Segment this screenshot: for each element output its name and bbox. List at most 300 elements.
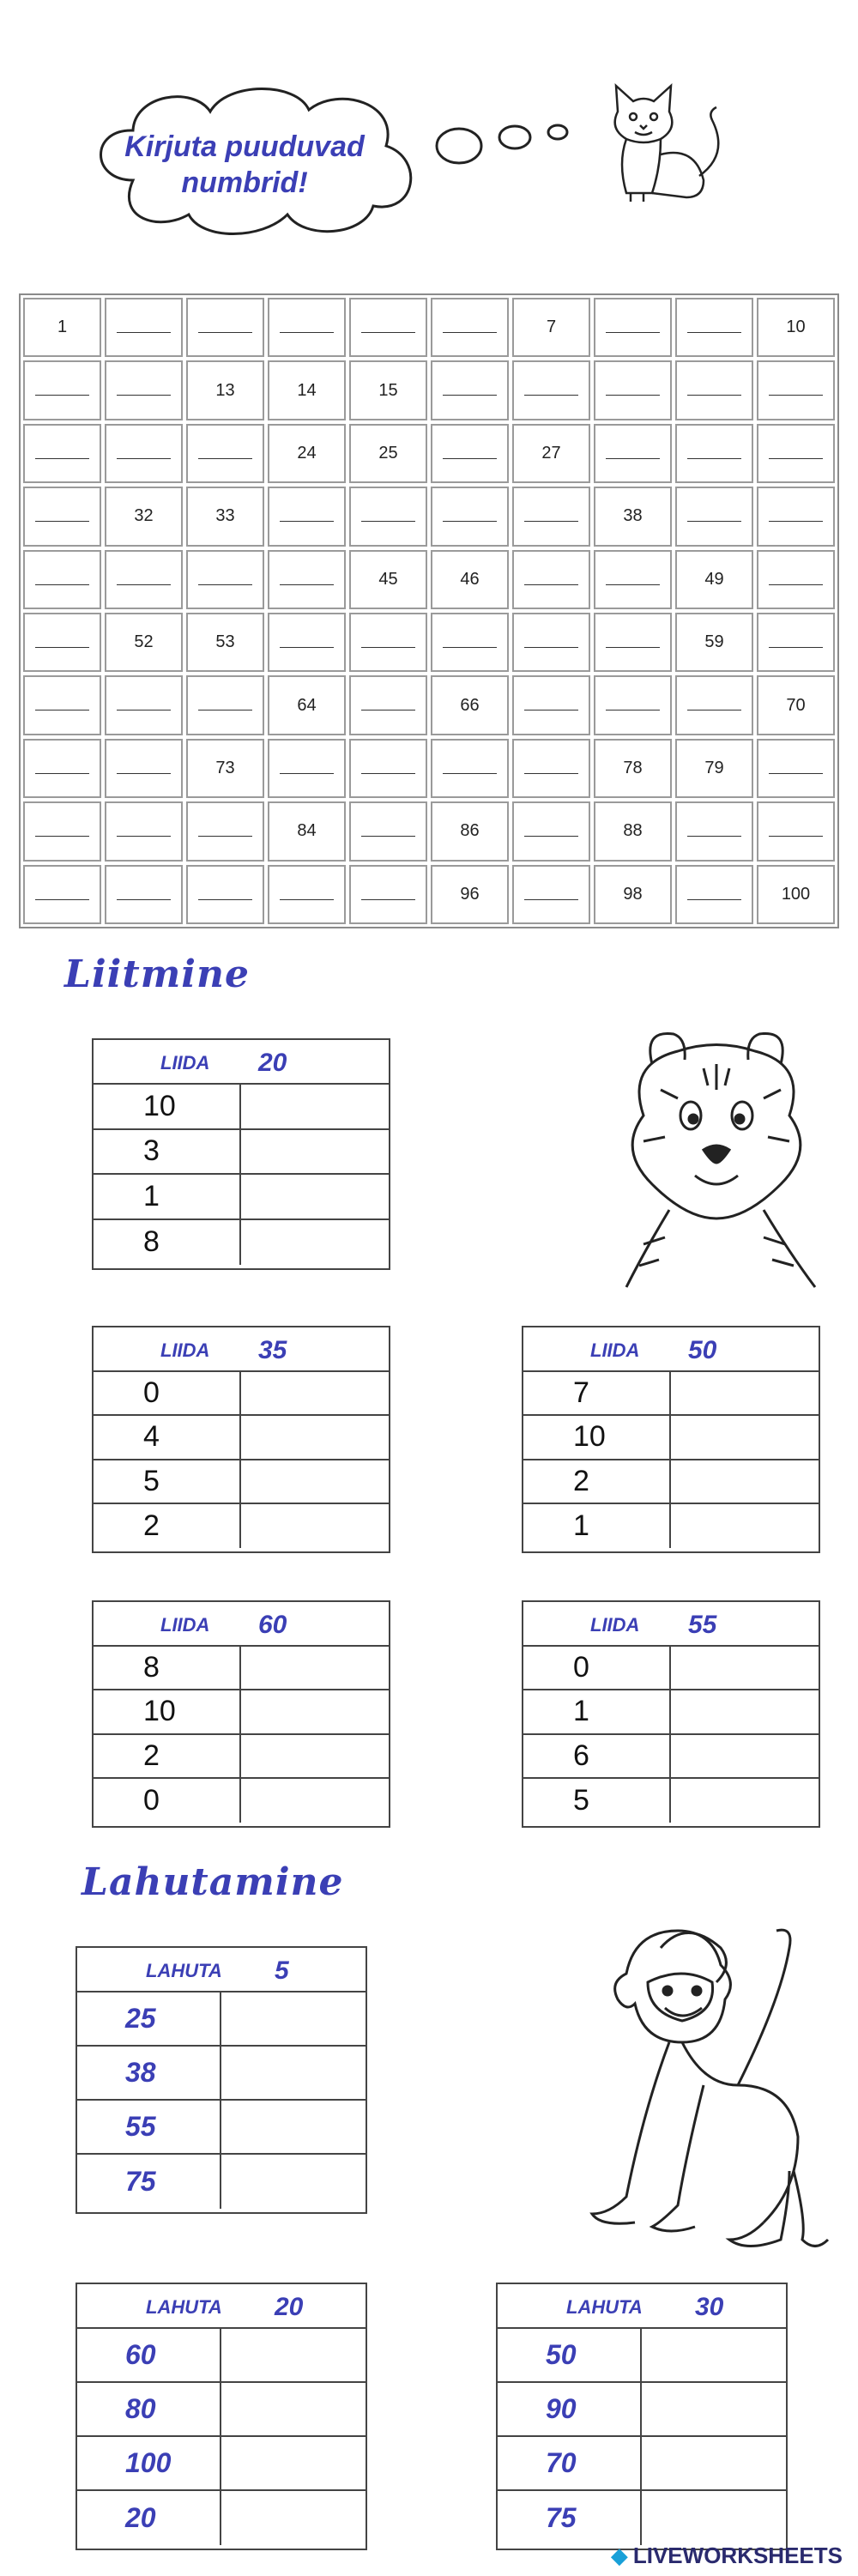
answer-field[interactable] xyxy=(221,2491,366,2545)
liveworksheets-logo xyxy=(611,2543,843,2569)
grid-cell[interactable] xyxy=(268,865,346,924)
answer-field[interactable] xyxy=(241,1220,389,1266)
answer-blank[interactable] xyxy=(117,836,171,837)
subtraction-table-1 xyxy=(76,1946,367,2214)
grid-cell[interactable] xyxy=(186,298,264,357)
answer-blank[interactable] xyxy=(117,584,171,585)
answer-blank[interactable] xyxy=(35,647,89,648)
answer-field[interactable] xyxy=(221,2329,366,2381)
grid-cell[interactable] xyxy=(186,865,264,924)
table-row xyxy=(94,1779,389,1823)
answer-blank[interactable] xyxy=(687,710,741,711)
grid-cell[interactable] xyxy=(268,613,346,672)
answer-blank[interactable] xyxy=(524,899,578,900)
row-number: 1 xyxy=(94,1175,241,1218)
row-number: 0 xyxy=(94,1779,241,1823)
grid-cell: 49 xyxy=(675,550,753,609)
thought-bubbles xyxy=(433,112,596,172)
grid-cell[interactable] xyxy=(23,675,101,735)
table-row xyxy=(94,1416,389,1460)
grid-cell[interactable] xyxy=(105,739,183,798)
answer-field[interactable] xyxy=(241,1372,389,1414)
table-row xyxy=(77,2101,366,2155)
answer-field[interactable] xyxy=(642,2437,786,2489)
answer-blank[interactable] xyxy=(35,773,89,774)
table-header xyxy=(523,1327,819,1372)
table-row xyxy=(77,2329,366,2383)
row-number: 2 xyxy=(94,1504,241,1548)
operation-amount: 35 xyxy=(258,1336,287,1364)
answer-blank[interactable] xyxy=(117,395,171,396)
grid-cell: 53 xyxy=(186,613,264,672)
grid-cell[interactable] xyxy=(512,613,590,672)
grid-cell[interactable] xyxy=(105,298,183,357)
grid-cell[interactable] xyxy=(675,487,753,546)
answer-field[interactable] xyxy=(241,1690,389,1732)
answer-field[interactable] xyxy=(241,1175,389,1218)
grid-cell[interactable] xyxy=(757,739,835,798)
logo-text: LIVEWORKSHEETS xyxy=(632,2543,843,2568)
row-number: 6 xyxy=(523,1735,671,1777)
subtraction-table-2 xyxy=(76,2283,367,2550)
grid-cell[interactable] xyxy=(23,360,101,420)
grid-cell[interactable] xyxy=(105,865,183,924)
answer-blank[interactable] xyxy=(280,332,334,333)
answer-blank[interactable] xyxy=(443,647,497,648)
table-row xyxy=(77,2491,366,2545)
grid-cell: 25 xyxy=(349,424,427,483)
grid-cell[interactable] xyxy=(268,550,346,609)
grid-cell[interactable] xyxy=(186,550,264,609)
answer-blank[interactable] xyxy=(769,647,823,648)
answer-blank[interactable] xyxy=(35,395,89,396)
row-number: 0 xyxy=(523,1647,671,1689)
grid-cell: 13 xyxy=(186,360,264,420)
answer-field[interactable] xyxy=(671,1504,819,1548)
operation-label: LIIDA xyxy=(590,1614,640,1636)
answer-blank[interactable] xyxy=(443,773,497,774)
grid-cell[interactable] xyxy=(349,675,427,735)
operation-amount: 20 xyxy=(275,2293,304,2321)
answer-field[interactable] xyxy=(221,1992,366,2045)
answer-blank[interactable] xyxy=(769,395,823,396)
grid-cell[interactable] xyxy=(23,550,101,609)
table-row xyxy=(77,1992,366,2047)
grid-cell[interactable] xyxy=(757,360,835,420)
grid-cell[interactable] xyxy=(594,675,672,735)
table-row xyxy=(498,2491,786,2545)
answer-blank[interactable] xyxy=(198,899,252,900)
row-number: 25 xyxy=(77,1992,221,2045)
row-number: 0 xyxy=(94,1372,241,1414)
answer-field[interactable] xyxy=(221,2155,366,2209)
grid-cell: 100 xyxy=(757,865,835,924)
grid-cell[interactable] xyxy=(675,298,753,357)
answer-blank[interactable] xyxy=(198,584,252,585)
addition-table-4 xyxy=(92,1600,390,1828)
grid-cell: 7 xyxy=(512,298,590,357)
answer-blank[interactable] xyxy=(280,647,334,648)
operation-label: LIIDA xyxy=(160,1339,210,1361)
grid-cell[interactable] xyxy=(186,801,264,861)
grid-cell: 64 xyxy=(268,675,346,735)
answer-blank[interactable] xyxy=(117,773,171,774)
answer-field[interactable] xyxy=(221,2383,366,2435)
answer-field[interactable] xyxy=(241,1779,389,1823)
grid-cell[interactable] xyxy=(349,613,427,672)
row-number: 8 xyxy=(94,1220,241,1266)
answer-field[interactable] xyxy=(671,1372,819,1414)
table-row xyxy=(77,2437,366,2491)
table-row xyxy=(94,1175,389,1220)
answer-blank[interactable] xyxy=(443,458,497,459)
instruction-line-2: numbrid! xyxy=(181,166,308,199)
instruction-line-1: Kirjuta puuduvad xyxy=(124,130,365,163)
grid-cell[interactable] xyxy=(757,487,835,546)
grid-cell: 14 xyxy=(268,360,346,420)
table-row xyxy=(523,1647,819,1690)
grid-cell[interactable] xyxy=(512,801,590,861)
row-number: 1 xyxy=(523,1504,671,1548)
row-number: 3 xyxy=(94,1130,241,1174)
grid-cell[interactable] xyxy=(105,801,183,861)
row-number: 38 xyxy=(77,2047,221,2099)
operation-label: LIIDA xyxy=(160,1052,210,1073)
answer-blank[interactable] xyxy=(198,836,252,837)
grid-cell: 66 xyxy=(431,675,509,735)
answer-blank[interactable] xyxy=(443,395,497,396)
grid-cell: 15 xyxy=(349,360,427,420)
answer-field[interactable] xyxy=(642,2383,786,2435)
grid-cell[interactable] xyxy=(349,487,427,546)
table-row xyxy=(94,1220,389,1266)
row-number: 55 xyxy=(77,2101,221,2153)
grid-cell[interactable] xyxy=(675,675,753,735)
grid-cell[interactable] xyxy=(349,298,427,357)
answer-field[interactable] xyxy=(671,1647,819,1689)
answer-blank[interactable] xyxy=(361,710,415,711)
grid-cell: 86 xyxy=(431,801,509,861)
grid-cell[interactable] xyxy=(431,613,509,672)
row-number: 70 xyxy=(498,2437,642,2489)
answer-field[interactable] xyxy=(241,1647,389,1689)
grid-cell[interactable] xyxy=(23,487,101,546)
operation-amount: 5 xyxy=(275,1956,289,1985)
row-number: 10 xyxy=(523,1416,671,1458)
grid-cell[interactable] xyxy=(431,424,509,483)
answer-blank[interactable] xyxy=(687,395,741,396)
answer-field[interactable] xyxy=(241,1416,389,1458)
grid-cell[interactable] xyxy=(594,298,672,357)
grid-cell[interactable] xyxy=(757,613,835,672)
logo-icon: ◆ xyxy=(610,2543,628,2568)
addition-table-3 xyxy=(522,1326,820,1553)
grid-cell: 59 xyxy=(675,613,753,672)
answer-blank[interactable] xyxy=(280,584,334,585)
grid-cell[interactable] xyxy=(23,613,101,672)
grid-cell[interactable] xyxy=(23,424,101,483)
table-row xyxy=(94,1735,389,1779)
grid-cell[interactable] xyxy=(512,675,590,735)
answer-blank[interactable] xyxy=(361,647,415,648)
answer-blank[interactable] xyxy=(769,584,823,585)
row-number: 75 xyxy=(77,2155,221,2209)
grid-cell[interactable] xyxy=(512,360,590,420)
subtraction-title: Lahutamine xyxy=(82,1860,344,1904)
grid-cell[interactable] xyxy=(349,739,427,798)
grid-cell[interactable] xyxy=(594,360,672,420)
answer-blank[interactable] xyxy=(35,521,89,522)
answer-blank[interactable] xyxy=(35,899,89,900)
answer-blank[interactable] xyxy=(606,710,660,711)
operation-label: LIIDA xyxy=(590,1339,640,1361)
cat-illustration xyxy=(592,77,738,206)
answer-blank[interactable] xyxy=(687,332,741,333)
subtraction-table-3 xyxy=(496,2283,788,2550)
table-row xyxy=(523,1416,819,1460)
grid-cell: 33 xyxy=(186,487,264,546)
grid-cell[interactable] xyxy=(105,360,183,420)
grid-cell: 70 xyxy=(757,675,835,735)
table-row xyxy=(94,1130,389,1176)
grid-cell: 27 xyxy=(512,424,590,483)
answer-blank[interactable] xyxy=(361,836,415,837)
tiger-illustration xyxy=(592,1013,841,1296)
table-row xyxy=(523,1735,819,1779)
grid-cell[interactable] xyxy=(268,739,346,798)
table-row xyxy=(523,1460,819,1504)
row-number: 90 xyxy=(498,2383,642,2435)
operation-amount: 20 xyxy=(258,1049,287,1077)
addition-table-1 xyxy=(92,1038,390,1270)
answer-field[interactable] xyxy=(671,1416,819,1458)
addition-title: Liitmine xyxy=(64,952,250,996)
row-number: 80 xyxy=(77,2383,221,2435)
answer-blank[interactable] xyxy=(117,710,171,711)
grid-cell[interactable] xyxy=(349,865,427,924)
grid-cell[interactable] xyxy=(268,298,346,357)
answer-field[interactable] xyxy=(671,1690,819,1732)
operation-label: LAHUTA xyxy=(146,1960,222,1981)
grid-cell: 78 xyxy=(594,739,672,798)
answer-blank[interactable] xyxy=(361,773,415,774)
answer-field[interactable] xyxy=(642,2491,786,2545)
table-row xyxy=(94,1504,389,1548)
grid-cell[interactable] xyxy=(186,424,264,483)
answer-field[interactable] xyxy=(241,1504,389,1548)
grid-cell: 38 xyxy=(594,487,672,546)
answer-blank[interactable] xyxy=(524,710,578,711)
grid-cell[interactable] xyxy=(594,550,672,609)
grid-cell[interactable] xyxy=(23,865,101,924)
table-row xyxy=(77,2047,366,2101)
answer-blank[interactable] xyxy=(769,773,823,774)
answer-blank[interactable] xyxy=(198,458,252,459)
row-number: 75 xyxy=(498,2491,642,2545)
answer-field[interactable] xyxy=(671,1460,819,1503)
grid-cell[interactable] xyxy=(349,801,427,861)
addition-table-2 xyxy=(92,1326,390,1553)
answer-blank[interactable] xyxy=(524,647,578,648)
answer-field[interactable] xyxy=(241,1130,389,1174)
answer-field[interactable] xyxy=(241,1460,389,1503)
table-header xyxy=(523,1602,819,1647)
answer-blank[interactable] xyxy=(769,521,823,522)
row-number: 8 xyxy=(94,1647,241,1689)
answer-field[interactable] xyxy=(221,2101,366,2153)
grid-cell[interactable] xyxy=(512,739,590,798)
answer-blank[interactable] xyxy=(280,521,334,522)
grid-cell: 88 xyxy=(594,801,672,861)
answer-field[interactable] xyxy=(221,2437,366,2489)
answer-blank[interactable] xyxy=(117,332,171,333)
answer-blank[interactable] xyxy=(35,710,89,711)
answer-blank[interactable] xyxy=(524,584,578,585)
grid-cell[interactable] xyxy=(675,801,753,861)
grid-cell[interactable] xyxy=(757,801,835,861)
answer-field[interactable] xyxy=(671,1735,819,1777)
table-row xyxy=(94,1372,389,1416)
addition-table-5 xyxy=(522,1600,820,1828)
grid-cell[interactable] xyxy=(105,424,183,483)
table-header xyxy=(94,1602,389,1647)
table-row xyxy=(523,1690,819,1734)
row-number: 10 xyxy=(94,1690,241,1732)
operation-label: LAHUTA xyxy=(146,2296,222,2318)
grid-cell: 32 xyxy=(105,487,183,546)
monkey-illustration xyxy=(575,1914,832,2257)
answer-blank[interactable] xyxy=(361,899,415,900)
answer-blank[interactable] xyxy=(769,836,823,837)
answer-blank[interactable] xyxy=(606,395,660,396)
row-number: 20 xyxy=(77,2491,221,2545)
answer-blank[interactable] xyxy=(606,584,660,585)
table-row xyxy=(94,1690,389,1734)
row-number: 4 xyxy=(94,1416,241,1458)
row-number: 5 xyxy=(523,1779,671,1823)
answer-blank[interactable] xyxy=(524,773,578,774)
answer-field[interactable] xyxy=(221,2047,366,2099)
answer-field[interactable] xyxy=(642,2329,786,2381)
grid-cell[interactable] xyxy=(431,298,509,357)
answer-blank[interactable] xyxy=(687,521,741,522)
answer-blank[interactable] xyxy=(606,332,660,333)
grid-cell: 73 xyxy=(186,739,264,798)
answer-blank[interactable] xyxy=(280,899,334,900)
grid-cell: 24 xyxy=(268,424,346,483)
answer-blank[interactable] xyxy=(117,899,171,900)
grid-cell: 46 xyxy=(431,550,509,609)
table-row xyxy=(498,2437,786,2491)
grid-cell[interactable] xyxy=(512,865,590,924)
answer-blank[interactable] xyxy=(361,332,415,333)
grid-cell[interactable] xyxy=(105,675,183,735)
grid-cell[interactable] xyxy=(594,613,672,672)
answer-blank[interactable] xyxy=(361,521,415,522)
grid-cell[interactable] xyxy=(675,360,753,420)
grid-cell: 84 xyxy=(268,801,346,861)
grid-cell[interactable] xyxy=(23,739,101,798)
table-row xyxy=(523,1779,819,1823)
answer-blank[interactable] xyxy=(443,332,497,333)
table-row xyxy=(94,1460,389,1504)
table-header xyxy=(94,1040,389,1085)
answer-blank[interactable] xyxy=(606,458,660,459)
answer-blank[interactable] xyxy=(443,521,497,522)
answer-blank[interactable] xyxy=(769,458,823,459)
instruction-text xyxy=(103,129,386,201)
grid-cell[interactable] xyxy=(512,550,590,609)
answer-field[interactable] xyxy=(241,1085,389,1128)
row-number: 50 xyxy=(498,2329,642,2381)
answer-blank[interactable] xyxy=(35,458,89,459)
table-row xyxy=(77,2383,366,2437)
answer-blank[interactable] xyxy=(687,458,741,459)
answer-field[interactable] xyxy=(671,1779,819,1823)
table-header xyxy=(77,2284,366,2329)
grid-cell[interactable] xyxy=(431,739,509,798)
grid-cell[interactable] xyxy=(23,801,101,861)
grid-cell: 45 xyxy=(349,550,427,609)
answer-blank[interactable] xyxy=(687,836,741,837)
operation-label: LIIDA xyxy=(160,1614,210,1636)
table-row xyxy=(523,1372,819,1416)
table-row xyxy=(94,1647,389,1690)
grid-cell: 96 xyxy=(431,865,509,924)
grid-cell[interactable] xyxy=(675,865,753,924)
answer-blank[interactable] xyxy=(606,647,660,648)
row-number: 60 xyxy=(77,2329,221,2381)
grid-cell[interactable] xyxy=(186,675,264,735)
grid-cell[interactable] xyxy=(512,487,590,546)
answer-blank[interactable] xyxy=(687,899,741,900)
answer-blank[interactable] xyxy=(35,584,89,585)
answer-blank[interactable] xyxy=(198,710,252,711)
grid-cell[interactable] xyxy=(594,424,672,483)
grid-cell: 79 xyxy=(675,739,753,798)
grid-cell[interactable] xyxy=(268,487,346,546)
row-number: 100 xyxy=(77,2437,221,2489)
answer-blank[interactable] xyxy=(524,836,578,837)
row-number: 2 xyxy=(523,1460,671,1503)
answer-blank[interactable] xyxy=(117,458,171,459)
row-number: 10 xyxy=(94,1085,241,1128)
operation-label: LAHUTA xyxy=(566,2296,643,2318)
grid-cell[interactable] xyxy=(757,424,835,483)
operation-amount: 30 xyxy=(695,2293,724,2321)
row-number: 1 xyxy=(523,1690,671,1732)
grid-cell: 10 xyxy=(757,298,835,357)
answer-blank[interactable] xyxy=(280,773,334,774)
row-number: 2 xyxy=(94,1735,241,1777)
grid-cell[interactable] xyxy=(431,487,509,546)
answer-field[interactable] xyxy=(241,1735,389,1777)
answer-blank[interactable] xyxy=(198,332,252,333)
grid-cell: 1 xyxy=(23,298,101,357)
table-header xyxy=(498,2284,786,2329)
grid-cell[interactable] xyxy=(431,360,509,420)
table-row xyxy=(498,2329,786,2383)
table-header xyxy=(77,1948,366,1992)
answer-blank[interactable] xyxy=(524,395,578,396)
table-row xyxy=(523,1504,819,1548)
table-row xyxy=(94,1085,389,1130)
grid-cell[interactable] xyxy=(757,550,835,609)
answer-blank[interactable] xyxy=(524,521,578,522)
grid-cell[interactable] xyxy=(675,424,753,483)
grid-cell[interactable] xyxy=(105,550,183,609)
answer-blank[interactable] xyxy=(35,836,89,837)
